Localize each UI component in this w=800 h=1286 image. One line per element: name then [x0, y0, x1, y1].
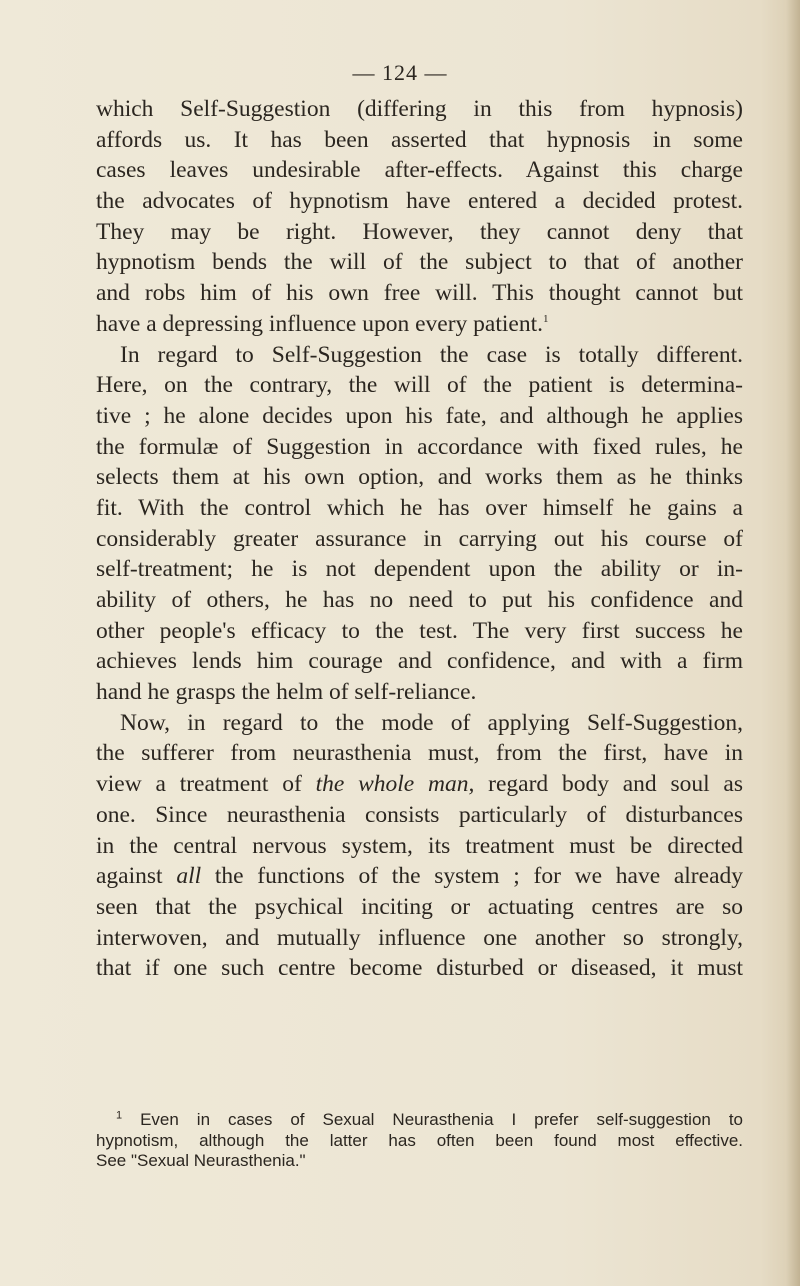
- text-segment: view: [96, 771, 142, 798]
- text-segment: regard body and soul as: [474, 771, 743, 798]
- body-text: [96, 94, 743, 984]
- text-line: [96, 861, 743, 892]
- text-line: Here, on the contrary, the will of the patient is determina-: [96, 372, 743, 399]
- text-line: In regard to Self-Suggestion the case is totally different.: [120, 341, 743, 368]
- text-segment: have a depressing influence upon every patient.: [96, 310, 543, 337]
- text-line: considerably greater assurance in carrying out his course of: [96, 525, 743, 552]
- text-line: that if one such centre become disturbed or diseased, it must: [96, 955, 743, 982]
- text-line: ability of others, he has no need to put his confidence and: [96, 587, 743, 613]
- text-segment: the functions of the system ; for we have already: [201, 863, 743, 890]
- text-line: hand he grasps the helm of self-reliance.: [96, 679, 477, 706]
- text-segment: Even in cases of Sexual Neurasthenia I prefer self-suggestion to: [140, 1110, 744, 1129]
- text-line: self-treatment; he is not dependent upon the ability or in-: [96, 556, 743, 583]
- text-line: the sufferer from neurasthenia must, from the first, have in: [96, 740, 743, 767]
- footnote-reference[interactable]: 1: [542, 312, 549, 325]
- footnote: [96, 1110, 743, 1172]
- text-line: [96, 769, 743, 800]
- text-line: [96, 309, 743, 340]
- page-edge-shadow: [786, 0, 800, 1286]
- italic-emphasis: the whole man,: [315, 771, 475, 798]
- text-line: selects them at his own option, and works them as he thinks: [96, 464, 743, 491]
- text-line: Now, in regard to the mode of applying Self-Suggestion,: [120, 709, 743, 736]
- text-line: the advocates of hypnotism have entered a decided protest.: [96, 188, 743, 215]
- text-line: one. Since neurasthenia consists particularly of disturbances: [96, 801, 743, 828]
- text-line: achieves lends him courage and confidence, and with a firm: [96, 648, 743, 675]
- footnote-marker: 1: [116, 1109, 123, 1122]
- text-line: They may be right. However, they cannot deny that: [96, 218, 743, 245]
- text-line: affords us. It has been asserted that hypnosis in some: [96, 126, 743, 153]
- text-segment: a treatment of: [155, 771, 316, 798]
- italic-emphasis: all: [176, 863, 202, 890]
- text-line: tive ; he alone decides upon his fate, and although he applies: [96, 402, 743, 429]
- text-line: the formulæ of Suggestion in accordance with fixed rules, he: [96, 433, 743, 460]
- page-number: — 124 —: [352, 60, 448, 85]
- text-line: and robs him of his own free will. This thought cannot but: [96, 280, 743, 307]
- text-line: seen that the psychical inciting or actuating centres are so: [96, 893, 743, 920]
- text-line: in the central nervous system, its treatment must be directed: [96, 832, 743, 859]
- text-segment: against: [96, 863, 163, 890]
- text-line: interwoven, and mutually influence one another so strongly,: [96, 924, 743, 951]
- footnote-line: [96, 1110, 743, 1131]
- text-line: fit. With the control which he has over himself he gains a: [96, 494, 743, 521]
- footnote-line: See "Sexual Neurasthenia.": [96, 1151, 306, 1170]
- footnote-line: hypnotism, although the latter has often been found most effective.: [96, 1130, 743, 1150]
- text-line: hypnotism bends the will of the subject to that of another: [96, 249, 743, 276]
- text-line: other people's efficacy to the test. The very first success he: [96, 617, 743, 644]
- text-line: cases leaves undesirable after-effects. Against this charge: [96, 157, 743, 184]
- text-line: which Self-Suggestion (differing in this from hypnosis): [96, 96, 743, 122]
